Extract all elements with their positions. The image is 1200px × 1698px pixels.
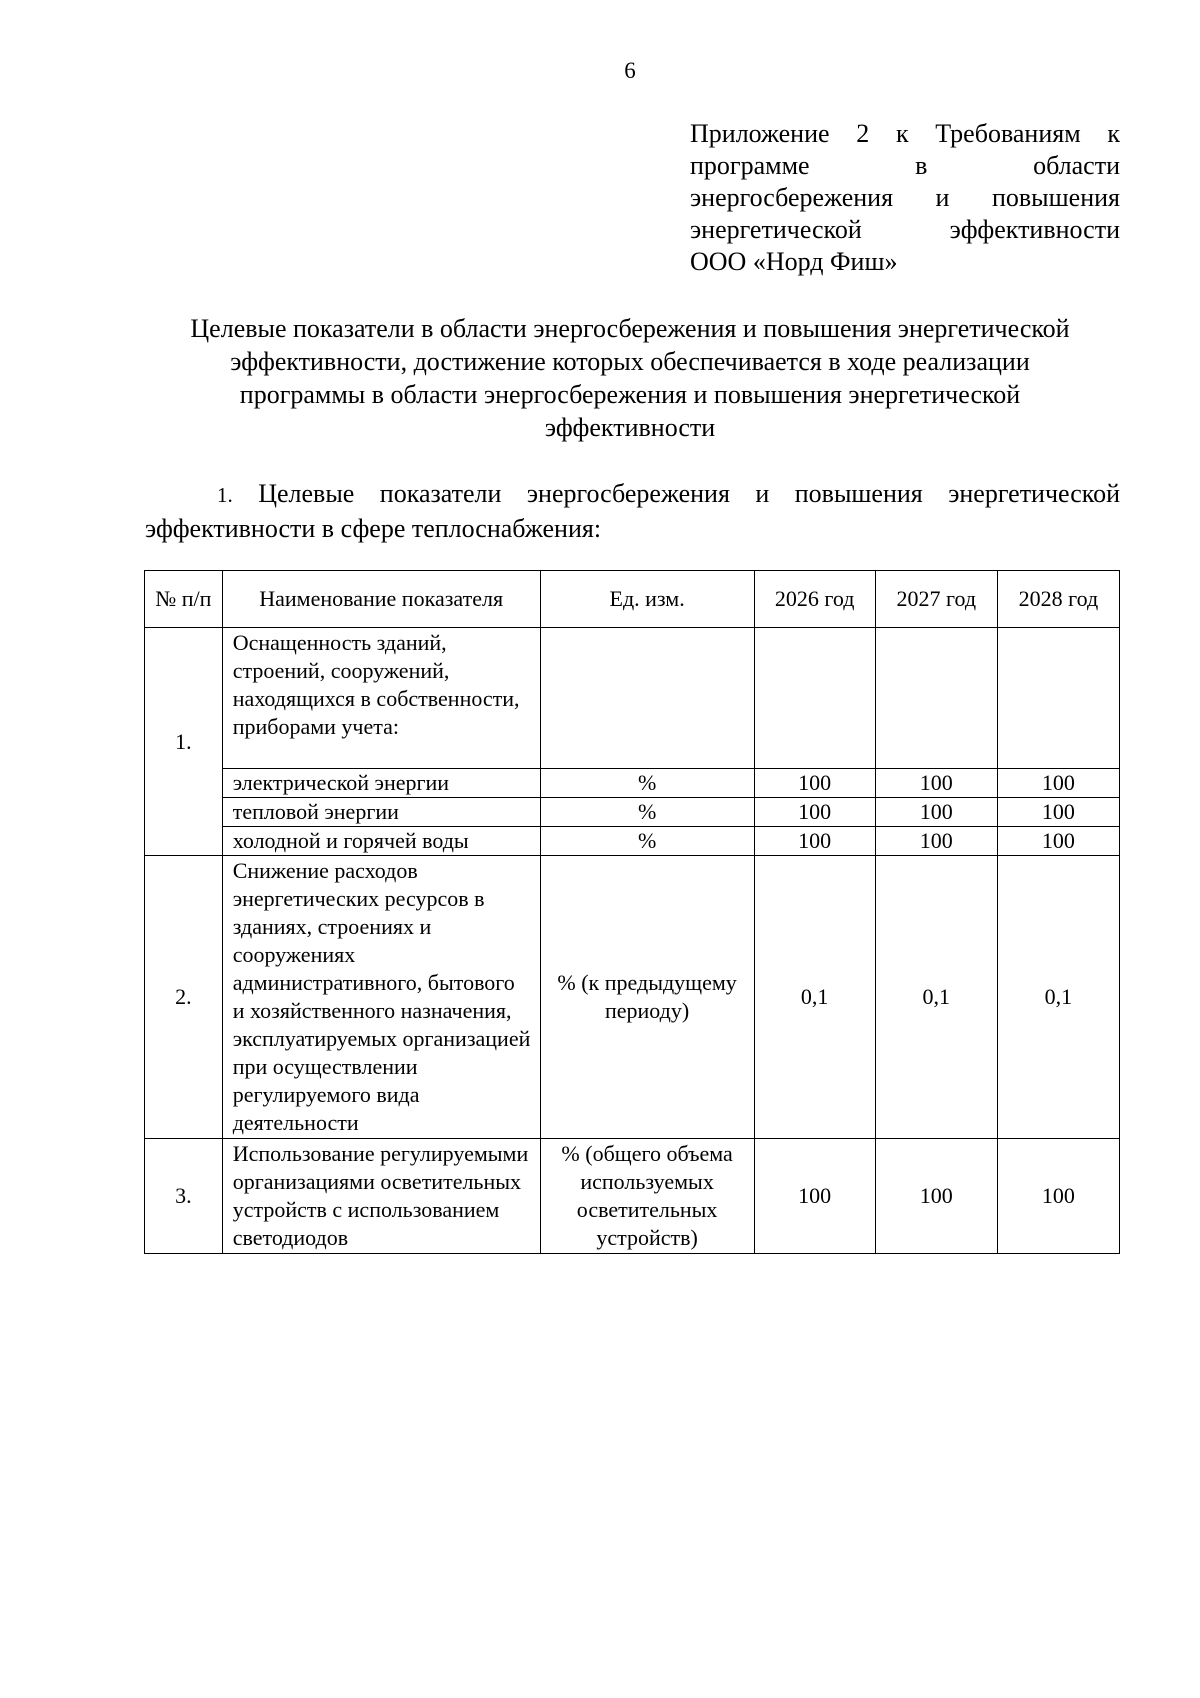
appendix-reference [690,118,1120,278]
unit-cell: % [540,769,754,798]
value-2028: 0,1 [997,856,1119,1139]
appendix-line: ООО «Норд Фиш» [690,247,898,276]
table-row [145,1139,1120,1254]
value-2026: 100 [754,769,875,798]
appendix-line: Приложение 2 к Требованиям к [690,119,1120,148]
header-2026: 2026 год [754,571,875,628]
empty-cell [540,628,754,769]
table-subrow [145,827,1120,856]
subindicator-name: электрической энергии [222,769,540,798]
value-2027: 100 [875,798,997,827]
value-2026: 0,1 [754,856,875,1139]
document-title [130,312,1130,444]
empty-cell [875,628,997,769]
appendix-line: энергосбережения и повышения [690,183,1120,212]
row-number: 3. [145,1139,223,1254]
value-2028: 100 [997,1139,1119,1254]
indicator-name: Использование регулируемыми организациями осветительных устройств с использованием светодиодов [222,1139,540,1254]
table-subrow [145,769,1120,798]
indicator-name: Снижение расходов энергетических ресурсов в зданиях, строениях и сооружениях административного, бытового и хозяйственного назначения, эксплуатируемых организацией при осуществлении регулируемого вида деятельности [222,856,540,1139]
value-2026: 100 [754,798,875,827]
page-number: 6 [624,58,636,83]
value-2027: 100 [875,827,997,856]
table-row [145,856,1120,1139]
title-line: Целевые показатели в области энергосбережения и повышения энергетической [190,314,1070,343]
unit-cell: % (общего объема используемых осветительных устройств) [540,1139,754,1254]
value-2027: 100 [875,1139,997,1254]
appendix-line: энергетической эффективности [690,215,1120,244]
indicator-name: Оснащенность зданий, строений, сооружений, находящихся в собственности, приборами учета: [222,628,540,769]
unit-cell: % [540,798,754,827]
value-2028: 100 [997,827,1119,856]
section-heading [145,477,1120,545]
table-subrow [145,798,1120,827]
empty-cell [997,628,1119,769]
value-2026: 100 [754,1139,875,1254]
header-unit: Ед. изм. [540,571,754,628]
unit-cell: % [540,827,754,856]
header-num: № п/п [145,571,223,628]
empty-cell [754,628,875,769]
subindicator-name: холодной и горячей воды [222,827,540,856]
subindicator-name: тепловой энергии [222,798,540,827]
title-line: эффективности [544,413,716,442]
value-2026: 100 [754,827,875,856]
indicators-table [144,570,1120,1254]
value-2028: 100 [997,769,1119,798]
section-heading-line: эффективности в сфере теплоснабжения: [145,514,602,543]
row-number: 1. [145,628,223,856]
appendix-line: программе в области [690,151,1120,180]
title-line: эффективности, достижение которых обеспечивается в ходе реализации [230,347,1030,376]
table-row [145,628,1120,769]
value-2027: 100 [875,769,997,798]
section-heading-line: Целевые показатели энергосбережения и повышения энергетической [258,479,1120,508]
header-name: Наименование показателя [222,571,540,628]
unit-cell: % (к предыдущему периоду) [540,856,754,1139]
section-number: 1. [217,483,233,507]
table-header-row [145,571,1120,628]
title-line: программы в области энергосбережения и повышения энергетической [239,380,1021,409]
header-2028: 2028 год [997,571,1119,628]
value-2027: 0,1 [875,856,997,1139]
value-2028: 100 [997,798,1119,827]
row-number: 2. [145,856,223,1139]
header-2027: 2027 год [875,571,997,628]
